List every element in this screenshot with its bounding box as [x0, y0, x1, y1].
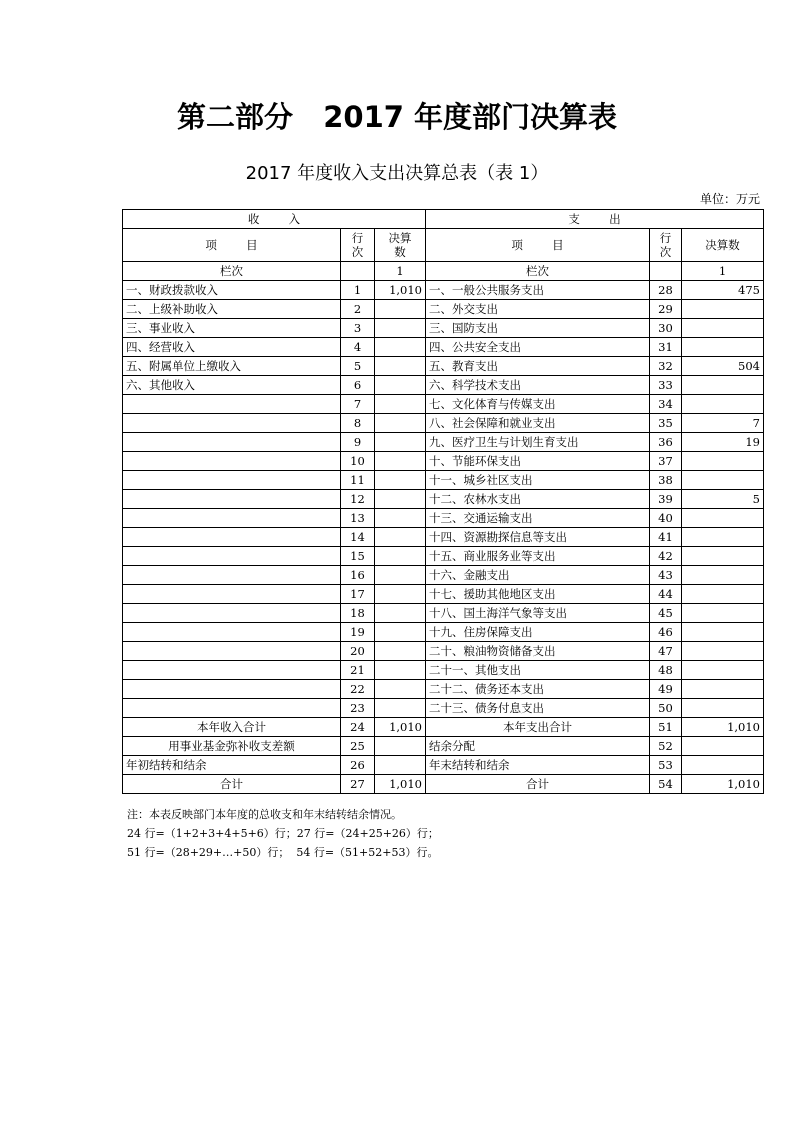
income-line-no: 12 — [341, 490, 375, 509]
expense-amount — [682, 566, 764, 585]
income-amount — [375, 547, 426, 566]
table-row — [123, 509, 764, 528]
table-row — [123, 623, 764, 642]
table-row — [123, 490, 764, 509]
income-col-label: 栏次 — [123, 262, 341, 281]
unit-label: 单位：万元 — [699, 192, 760, 206]
income-amount — [375, 680, 426, 699]
expense-line-no: 44 — [650, 585, 682, 604]
expense-item: 十六、金融支出 — [426, 566, 650, 585]
income-line-no: 3 — [341, 319, 375, 338]
expense-item: 六、科学技术支出 — [426, 376, 650, 395]
income-amount — [375, 756, 426, 775]
income-line-no: 4 — [341, 338, 375, 357]
income-amount — [375, 376, 426, 395]
income-item: 本年收入合计 — [123, 718, 341, 737]
table-row — [123, 642, 764, 661]
table-row — [123, 585, 764, 604]
income-line-header: 行 次 — [341, 229, 375, 262]
expense-line-no: 34 — [650, 395, 682, 414]
income-line-no: 18 — [341, 604, 375, 623]
expense-amount: 7 — [682, 414, 764, 433]
expense-amount — [682, 737, 764, 756]
table-row — [123, 281, 764, 300]
income-line-no: 14 — [341, 528, 375, 547]
header-row-columns — [123, 229, 764, 262]
income-line-no: 16 — [341, 566, 375, 585]
expense-amount: 5 — [682, 490, 764, 509]
income-item — [123, 509, 341, 528]
expense-amount: 504 — [682, 357, 764, 376]
expense-amount — [682, 509, 764, 528]
income-amount — [375, 642, 426, 661]
expense-line-no: 37 — [650, 452, 682, 471]
expense-amount — [682, 338, 764, 357]
expense-col-number: 1 — [682, 262, 764, 281]
expense-amount — [682, 319, 764, 338]
income-amount: 1,010 — [375, 718, 426, 737]
income-item — [123, 623, 341, 642]
expense-item: 三、国防支出 — [426, 319, 650, 338]
table-row — [123, 395, 764, 414]
expense-item: 九、医疗卫生与计划生育支出 — [426, 433, 650, 452]
expense-item: 本年支出合计 — [426, 718, 650, 737]
income-item: 六、其他收入 — [123, 376, 341, 395]
expense-line-no: 42 — [650, 547, 682, 566]
income-line-no: 23 — [341, 699, 375, 718]
table-row — [123, 433, 764, 452]
expense-line-no: 30 — [650, 319, 682, 338]
income-line-no: 8 — [341, 414, 375, 433]
expense-amount: 19 — [682, 433, 764, 452]
expense-line-no: 38 — [650, 471, 682, 490]
expense-item: 二、外交支出 — [426, 300, 650, 319]
expense-item: 十、节能环保支出 — [426, 452, 650, 471]
expense-item: 四、公共安全支出 — [426, 338, 650, 357]
expense-amount — [682, 699, 764, 718]
income-line-no: 21 — [341, 661, 375, 680]
income-item — [123, 699, 341, 718]
expense-amount — [682, 547, 764, 566]
expense-item: 年末结转和结余 — [426, 756, 650, 775]
income-item — [123, 547, 341, 566]
table-row — [123, 661, 764, 680]
income-item — [123, 471, 341, 490]
expense-amount — [682, 642, 764, 661]
expense-amount — [682, 661, 764, 680]
income-item — [123, 642, 341, 661]
income-item: 合计 — [123, 775, 341, 794]
table-row — [123, 376, 764, 395]
expense-item: 七、文化体育与传媒支出 — [426, 395, 650, 414]
expense-line-header: 行 次 — [650, 229, 682, 262]
expense-line-no: 36 — [650, 433, 682, 452]
income-header: 收 入 — [123, 210, 426, 229]
income-line-no: 7 — [341, 395, 375, 414]
income-amount — [375, 338, 426, 357]
expense-amount — [682, 585, 764, 604]
expense-line-no: 47 — [650, 642, 682, 661]
expense-line-no: 41 — [650, 528, 682, 547]
expense-line-no: 39 — [650, 490, 682, 509]
expense-item: 十三、交通运输支出 — [426, 509, 650, 528]
table-row — [123, 604, 764, 623]
income-line-no: 20 — [341, 642, 375, 661]
expense-line-no: 45 — [650, 604, 682, 623]
income-line-no: 25 — [341, 737, 375, 756]
income-item: 四、经营收入 — [123, 338, 341, 357]
expense-amount — [682, 376, 764, 395]
income-line-no: 10 — [341, 452, 375, 471]
income-line-no: 9 — [341, 433, 375, 452]
income-line-no: 15 — [341, 547, 375, 566]
expense-item: 二十三、债务付息支出 — [426, 699, 650, 718]
expense-amount-header: 决算数 — [682, 229, 764, 262]
expense-header: 支 出 — [426, 210, 764, 229]
income-amount — [375, 395, 426, 414]
table-row — [123, 414, 764, 433]
expense-line-no: 49 — [650, 680, 682, 699]
expense-line-no: 50 — [650, 699, 682, 718]
income-amount — [375, 604, 426, 623]
expense-amount — [682, 680, 764, 699]
income-amount — [375, 623, 426, 642]
income-amount — [375, 585, 426, 604]
expense-amount: 1,010 — [682, 718, 764, 737]
table-row — [123, 300, 764, 319]
income-amount — [375, 300, 426, 319]
table-title: 2017 年度收入支出决算总表（表 1） — [245, 163, 549, 184]
income-item: 用事业基金弥补收支差额 — [123, 737, 341, 756]
expense-amount — [682, 452, 764, 471]
expense-line-no: 32 — [650, 357, 682, 376]
table-row — [123, 471, 764, 490]
expense-item: 十八、国土海洋气象等支出 — [426, 604, 650, 623]
income-line-no: 22 — [341, 680, 375, 699]
income-line-no: 24 — [341, 718, 375, 737]
expense-col-blank — [650, 262, 682, 281]
expense-amount — [682, 604, 764, 623]
income-item: 五、附属单位上缴收入 — [123, 357, 341, 376]
income-item — [123, 661, 341, 680]
income-line-no: 11 — [341, 471, 375, 490]
column-label-row — [123, 262, 764, 281]
expense-line-no: 46 — [650, 623, 682, 642]
income-amount — [375, 737, 426, 756]
income-amount — [375, 414, 426, 433]
income-line-no: 19 — [341, 623, 375, 642]
expense-item: 二十、粮油物资储备支出 — [426, 642, 650, 661]
income-amount — [375, 566, 426, 585]
income-col-blank — [341, 262, 375, 281]
note-line: 注：本表反映部门本年度的总收支和年末结转结余情况。 — [127, 808, 402, 821]
expense-item: 结余分配 — [426, 737, 650, 756]
table-row — [123, 452, 764, 471]
expense-item: 二十一、其他支出 — [426, 661, 650, 680]
income-line-no: 26 — [341, 756, 375, 775]
note-line: 24 行=（1+2+3+4+5+6）行；27 行=（24+25+26）行； — [127, 827, 439, 840]
income-item: 三、事业收入 — [123, 319, 341, 338]
table-row — [123, 319, 764, 338]
table-row — [123, 680, 764, 699]
income-item — [123, 452, 341, 471]
expense-col-label: 栏次 — [426, 262, 650, 281]
table-row — [123, 547, 764, 566]
income-line-no: 5 — [341, 357, 375, 376]
table-row — [123, 699, 764, 718]
expense-item: 五、教育支出 — [426, 357, 650, 376]
income-line-no: 17 — [341, 585, 375, 604]
table-row — [123, 756, 764, 775]
expense-item: 十五、商业服务业等支出 — [426, 547, 650, 566]
income-line-no: 27 — [341, 775, 375, 794]
expense-line-no: 43 — [650, 566, 682, 585]
income-item-header: 项 目 — [123, 229, 341, 262]
expense-item: 二十二、债务还本支出 — [426, 680, 650, 699]
expense-line-no: 28 — [650, 281, 682, 300]
expense-amount: 1,010 — [682, 775, 764, 794]
table-row — [123, 775, 764, 794]
income-item: 一、财政拨款收入 — [123, 281, 341, 300]
income-item — [123, 395, 341, 414]
expense-amount — [682, 623, 764, 642]
expense-amount: 475 — [682, 281, 764, 300]
income-amount: 1,010 — [375, 775, 426, 794]
income-item — [123, 414, 341, 433]
income-line-no: 13 — [341, 509, 375, 528]
expense-item: 十七、援助其他地区支出 — [426, 585, 650, 604]
table-row — [123, 566, 764, 585]
expense-line-no: 52 — [650, 737, 682, 756]
income-amount — [375, 699, 426, 718]
income-item — [123, 585, 341, 604]
expense-amount — [682, 756, 764, 775]
expense-line-no: 48 — [650, 661, 682, 680]
expense-item: 十一、城乡社区支出 — [426, 471, 650, 490]
income-item — [123, 566, 341, 585]
income-amount — [375, 452, 426, 471]
expense-item: 一、一般公共服务支出 — [426, 281, 650, 300]
expense-item: 十二、农林水支出 — [426, 490, 650, 509]
header-row-section — [123, 210, 764, 229]
expense-amount — [682, 471, 764, 490]
income-amount — [375, 471, 426, 490]
expense-line-no: 35 — [650, 414, 682, 433]
expense-item: 十四、资源勘探信息等支出 — [426, 528, 650, 547]
income-line-no: 1 — [341, 281, 375, 300]
expense-item: 十九、住房保障支出 — [426, 623, 650, 642]
income-amount — [375, 357, 426, 376]
income-item — [123, 528, 341, 547]
income-line-no: 2 — [341, 300, 375, 319]
expense-line-no: 51 — [650, 718, 682, 737]
table-row — [123, 718, 764, 737]
note-line: 51 行=（28+29+…+50）行； 54 行=（51+52+53）行。 — [127, 846, 439, 859]
income-amount: 1,010 — [375, 281, 426, 300]
income-amount — [375, 433, 426, 452]
expense-line-no: 29 — [650, 300, 682, 319]
income-col-number: 1 — [375, 262, 426, 281]
table-row — [123, 357, 764, 376]
expense-item: 合计 — [426, 775, 650, 794]
income-item — [123, 490, 341, 509]
income-amount-header: 决算 数 — [375, 229, 426, 262]
income-amount — [375, 528, 426, 547]
income-amount — [375, 661, 426, 680]
income-line-no: 6 — [341, 376, 375, 395]
expense-amount — [682, 395, 764, 414]
income-item: 二、上级补助收入 — [123, 300, 341, 319]
expense-line-no: 54 — [650, 775, 682, 794]
expense-amount — [682, 300, 764, 319]
income-item — [123, 604, 341, 623]
table-row — [123, 528, 764, 547]
table-row — [123, 737, 764, 756]
expense-item-header: 项 目 — [426, 229, 650, 262]
expense-line-no: 33 — [650, 376, 682, 395]
income-item: 年初结转和结余 — [123, 756, 341, 775]
income-amount — [375, 319, 426, 338]
table-row — [123, 338, 764, 357]
income-amount — [375, 490, 426, 509]
final-accounts-table — [122, 209, 764, 794]
income-item — [123, 680, 341, 699]
expense-line-no: 40 — [650, 509, 682, 528]
expense-item: 八、社会保障和就业支出 — [426, 414, 650, 433]
expense-line-no: 53 — [650, 756, 682, 775]
expense-amount — [682, 528, 764, 547]
table-notes — [127, 805, 439, 862]
expense-line-no: 31 — [650, 338, 682, 357]
income-amount — [375, 509, 426, 528]
page-title: 第二部分 2017 年度部门决算表 — [176, 100, 618, 134]
income-item — [123, 433, 341, 452]
